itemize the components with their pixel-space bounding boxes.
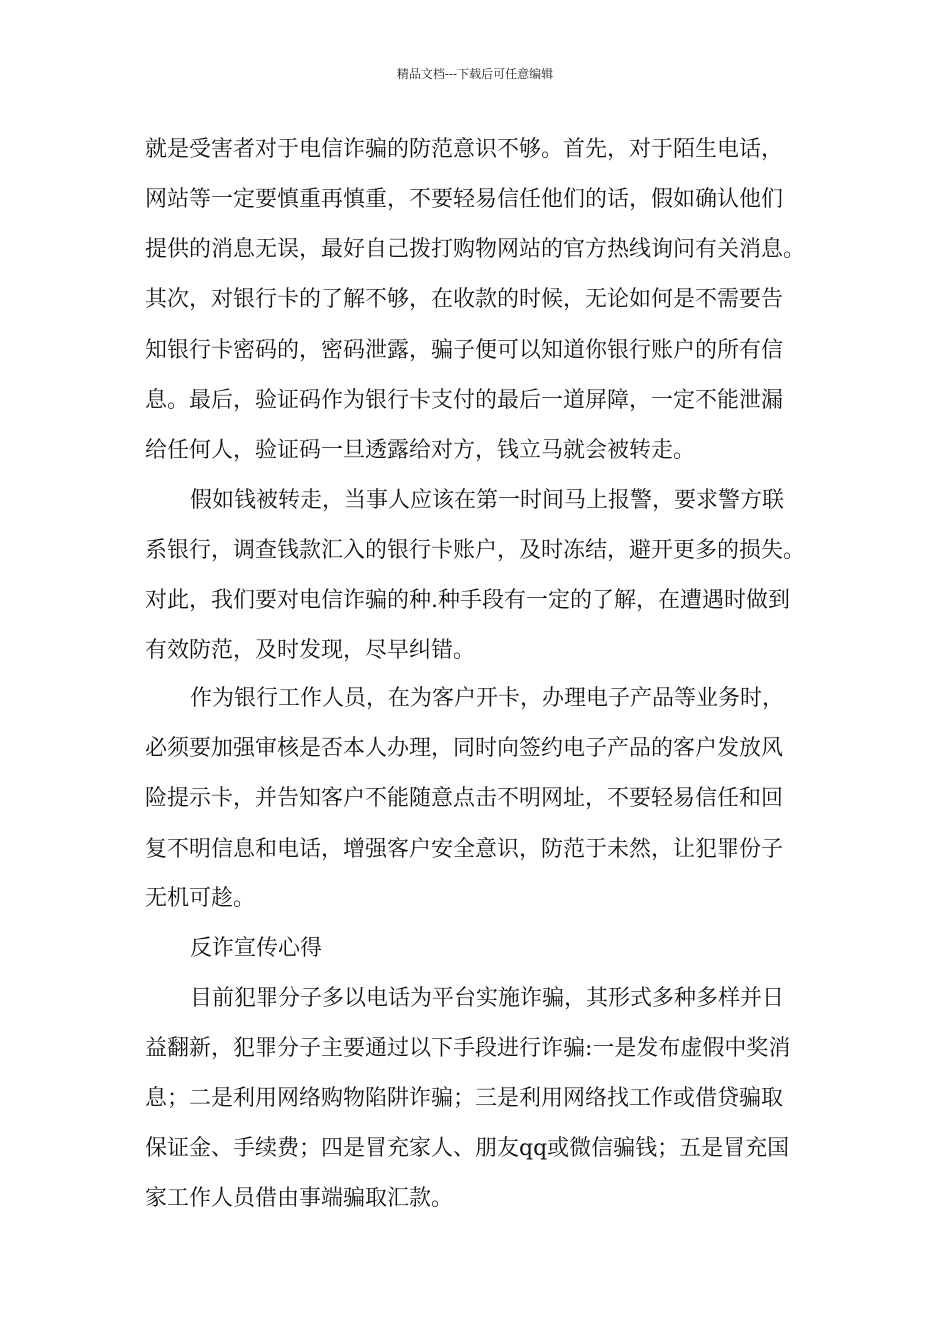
body-line: 必须要加强审核是否本人办理，同时向签约电子产品的客户发放风 [145, 736, 784, 761]
body-line: 知银行卡密码的，密码泄露，骗子便可以知道你银行账户的所有信 [145, 338, 784, 363]
body-line: 有效防范，及时发现，尽早纠错。 [145, 638, 476, 663]
body-line: 给任何人，验证码一旦透露给对方，钱立马就会被转走。 [145, 438, 696, 463]
body-line: 息；二是利用网络购物陷阱诈骗；三是利用网络找工作或借贷骗取 [145, 1086, 784, 1111]
body-line: 目前犯罪分子多以电话为平台实施诈骗，其形式多种多样并日 [190, 986, 785, 1011]
body-line: 保证金、手续费；四是冒充家人、朋友qq或微信骗钱；五是冒充国 [145, 1136, 790, 1161]
body-line: 益翻新，犯罪分子主要通过以下手段进行诈骗:一是发布虚假中奖消 [145, 1036, 791, 1061]
body-line: 复不明信息和电话，增强客户安全意识，防范于未然，让犯罪份子 [145, 837, 784, 862]
body-line: 息。最后，验证码作为银行卡支付的最后一道屏障，一定不能泄漏 [145, 388, 784, 413]
body-line: 险提示卡，并告知客户不能随意点击不明网址，不要轻易信任和回 [145, 786, 784, 811]
body-line: 对此，我们要对电信诈骗的种.种手段有一定的了解，在遭遇时做到 [145, 588, 790, 613]
body-line: 网站等一定要慎重再慎重，不要轻易信任他们的话，假如确认他们 [145, 187, 784, 212]
body-line: 假如钱被转走，当事人应该在第一时间马上报警，要求警方联 [190, 488, 785, 513]
page-header: 精品文档---下载后可任意编辑 [396, 67, 554, 81]
section-heading: 反诈宣传心得 [190, 936, 323, 961]
body-line: 家工作人员借由事端骗取汇款。 [145, 1186, 454, 1211]
body-line: 其次，对银行卡的了解不够，在收款的时候，无论如何是不需要告 [145, 287, 784, 312]
body-line: 系银行，调查钱款汇入的银行卡账户，及时冻结，避开更多的损失。 [145, 538, 806, 563]
body-line: 提供的消息无误，最好自己拨打购物网站的官方热线询问有关消息。 [145, 237, 806, 262]
body-line: 作为银行工作人员，在为客户开卡，办理电子产品等业务时， [190, 686, 785, 711]
body-line: 无机可趁。 [145, 886, 256, 911]
body-line: 就是受害者对于电信诈骗的防范意识不够。首先，对于陌生电话， [145, 137, 784, 162]
